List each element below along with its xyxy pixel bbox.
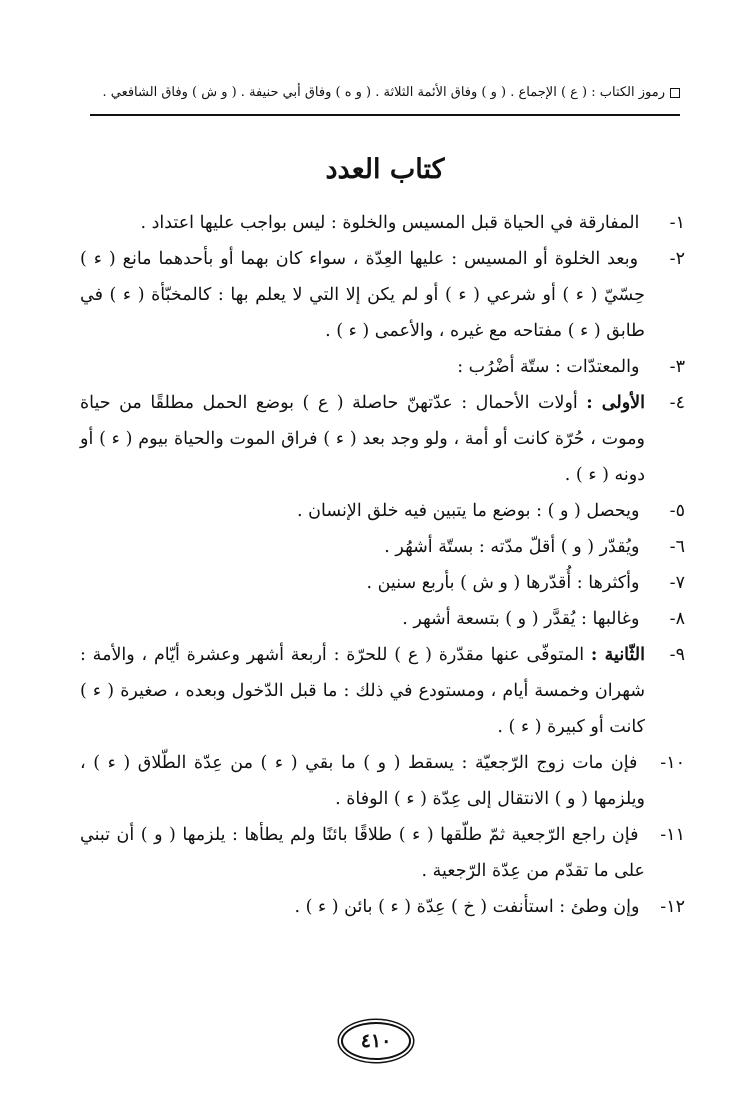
list-item xyxy=(80,889,685,925)
item-number: ٣- xyxy=(669,357,685,377)
page-number: ٤١٠ xyxy=(341,1022,411,1060)
item-number: ٩- xyxy=(669,645,685,665)
header-text: رموز الكتاب : ( ع ) الإجماع . ( و ) وفاق الأئمة الثلاثة . ( و ه ) وفاق أبي حنيفة . ( و ش ) وفاق الشافعي . xyxy=(102,85,665,100)
item-number: ١٢- xyxy=(660,897,685,917)
item-text: أولات الأحمال : عدّتهنّ حاصلة ( ع ) بوضع الحمل مطلقًا من حياة وموت ، حُرّة كانت أو أمة ، ولو وجد بعد ( ء ) فراق الموت والحياة بيوم ( ء ) أو دونه ( ء ) . xyxy=(80,393,645,485)
item-text: وغالبها : يُقدَّر ( و ) بتسعة أشهر . xyxy=(402,609,640,629)
list-item xyxy=(80,601,685,637)
list-item xyxy=(80,745,685,817)
item-text: ويُقدّر ( و ) أقلّ مدّته : بستّة أشهُر . xyxy=(384,537,640,557)
running-header xyxy=(90,82,680,104)
item-number: ١٠- xyxy=(660,753,685,773)
item-lead: الثّانية : xyxy=(590,645,645,665)
item-text: المتوفّى عنها مقدّرة ( ع ) للحرّة : أربعة أشهر وعشرة أيّام ، والأمة : شهران وخمسة أيام ، ومستودع في ذلك : ما قبل الدّخول وبعده ، صغيرة ( ء ) كانت أو كبيرة ( ء ) . xyxy=(80,645,645,737)
list-item xyxy=(80,493,685,529)
item-number: ١- xyxy=(669,213,685,233)
item-number: ٦- xyxy=(669,537,685,557)
list-item xyxy=(80,817,685,889)
item-text: فإن راجع الرّجعية ثمّ طلّقها ( ء ) طلاقًا بائنًا ولم يطأها : يلزمها ( و ) أن تبني على ما تقدّم من عِدّة الرّجعية . xyxy=(80,825,645,881)
square-bullet-icon xyxy=(670,88,680,98)
item-number: ٥- xyxy=(669,501,685,521)
list-item xyxy=(80,385,685,493)
item-text: المفارقة في الحياة قبل المسيس والخلوة : ليس بواجب عليها اعتداد . xyxy=(140,213,640,233)
list-item xyxy=(80,637,685,745)
list-item xyxy=(80,565,685,601)
item-text: والمعتدّات : ستّة أضْرُب : xyxy=(457,357,640,377)
item-number: ٢- xyxy=(669,249,685,269)
item-text: وإن وطئ : استأنفت ( خ ) عِدّة ( ء ) بائن ( ء ) . xyxy=(294,897,640,917)
item-number: ٤- xyxy=(669,393,685,413)
item-number: ٨- xyxy=(669,609,685,629)
header-rule xyxy=(90,114,680,116)
list-item xyxy=(80,205,685,241)
item-text: وبعد الخلوة أو المسيس : عليها العِدّة ، سواء كان بهما أو بأحدهما مانع ( ء ) حِسّيّ ( ء ) أو شرعي ( ء ) أو لم يكن إلا التي لا يعلم بها : كالمخبّأة ( ء ) في طابق ( ء ) مفتاحه مع غيره ، والأعمى ( ء ) . xyxy=(80,249,645,341)
item-text: وأكثرها : أُقدّرها ( و ش ) بأربع سنين . xyxy=(366,573,640,593)
list-item xyxy=(80,529,685,565)
list-item xyxy=(80,349,685,385)
item-number: ١١- xyxy=(660,825,685,845)
item-number: ٧- xyxy=(669,573,685,593)
chapter-title: كتاب العدد xyxy=(325,154,445,185)
list-item xyxy=(80,241,685,349)
item-lead: الأولى : xyxy=(586,393,645,413)
item-text: فإن مات زوج الرّجعيّة : يسقط ( و ) ما بقي ( ء ) من عِدّة الطّلاق ( ء ) ، ويلزمها ( و ) الانتقال إلى عِدّة ( ء ) الوفاة . xyxy=(80,753,645,809)
page-body xyxy=(80,205,685,925)
item-text: ويحصل ( و ) : بوضع ما يتبين فيه خلق الإنسان . xyxy=(297,501,640,521)
